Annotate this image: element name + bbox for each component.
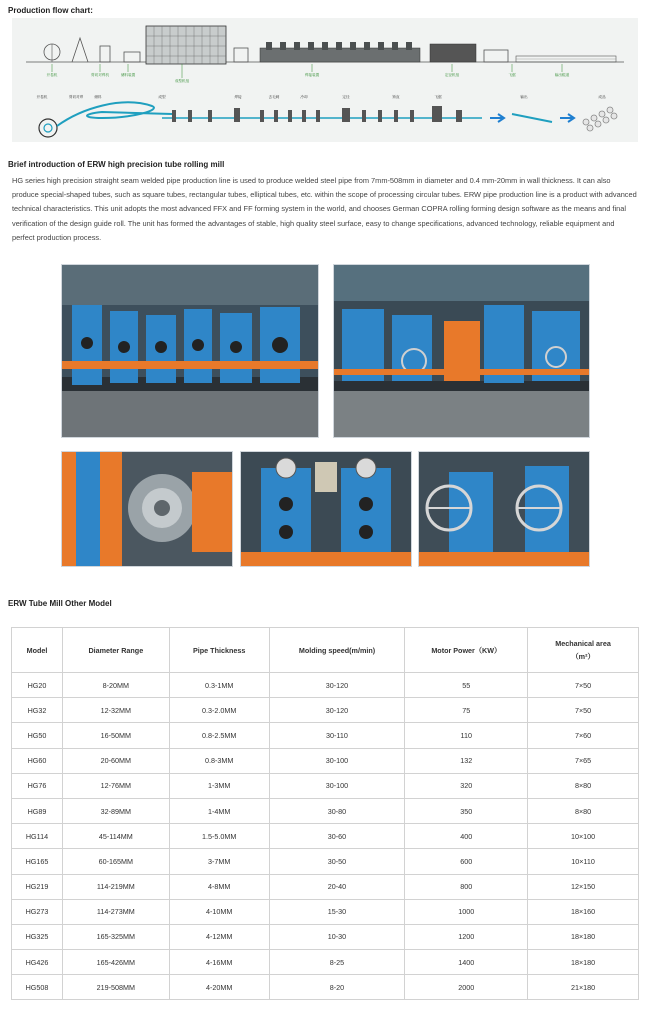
header-mechanical-area-label: Mechanical area <box>555 639 611 648</box>
cell-pipe-thickness: 4-16MM <box>169 950 269 975</box>
table-row <box>12 849 639 874</box>
cell-mechanical-area: 8×80 <box>528 798 639 823</box>
cell-mechanical-area: 18×180 <box>528 924 639 949</box>
header-pipe-thickness: Pipe Thickness <box>169 628 269 673</box>
cell-molding-speed: 30-100 <box>269 748 405 773</box>
header-mechanical-area <box>528 628 639 673</box>
cell-mechanical-area: 10×110 <box>528 849 639 874</box>
cell-model: HG89 <box>12 798 63 823</box>
cell-model: HG50 <box>12 723 63 748</box>
cell-molding-speed: 15-30 <box>269 899 405 924</box>
cell-model: HG165 <box>12 849 63 874</box>
cell-motor-power: 1000 <box>405 899 528 924</box>
table-row <box>12 950 639 975</box>
top-production-line <box>26 26 624 78</box>
cell-model: HG20 <box>12 673 63 698</box>
cell-diameter-range: 165-325MM <box>62 924 169 949</box>
table-row <box>12 899 639 924</box>
flow-bottom-label: 矫直 <box>392 95 400 99</box>
cell-motor-power: 350 <box>405 798 528 823</box>
cell-motor-power: 110 <box>405 723 528 748</box>
cell-model: HG508 <box>12 975 63 1000</box>
photo-stand-gauges <box>240 451 412 567</box>
cell-molding-speed: 8-25 <box>269 950 405 975</box>
cell-diameter-range: 114-273MM <box>62 899 169 924</box>
cell-molding-speed: 8-20 <box>269 975 405 1000</box>
flow-top-label: 定径机组 <box>444 73 460 77</box>
cell-motor-power: 1200 <box>405 924 528 949</box>
intro-title: Brief introduction of ERW high precision tube rolling mill <box>8 160 225 169</box>
cell-pipe-thickness: 4-20MM <box>169 975 269 1000</box>
cell-diameter-range: 165-426MM <box>62 950 169 975</box>
cell-motor-power: 600 <box>405 849 528 874</box>
cell-pipe-thickness: 0.3-2.0MM <box>169 698 269 723</box>
cell-diameter-range: 12-32MM <box>62 698 169 723</box>
cell-mechanical-area: 8×80 <box>528 773 639 798</box>
flow-top-label: 输出辊道 <box>554 73 570 77</box>
header-molding-speed: Molding speed(m/min) <box>269 628 405 673</box>
header-motor-power: Motor Power（KW） <box>405 628 528 673</box>
cell-pipe-thickness: 0.8-3MM <box>169 748 269 773</box>
cell-molding-speed: 30-80 <box>269 798 405 823</box>
flow-bottom-label: 开卷机 <box>36 95 48 99</box>
flow-bottom-label: 飞锯 <box>434 95 442 99</box>
flow-bottom-label: 成型 <box>158 95 166 99</box>
table-row <box>12 748 639 773</box>
cell-pipe-thickness: 1.5-5.0MM <box>169 824 269 849</box>
cell-motor-power: 800 <box>405 874 528 899</box>
cell-diameter-range: 20-60MM <box>62 748 169 773</box>
table-header-row <box>12 628 639 673</box>
cell-model: HG76 <box>12 773 63 798</box>
intro-paragraph: HG series high precision straight seam welded pipe production line is used to produce welded steel pipe from 7mm-508mm in diameter and 0.4 mm-20mm in wall thickness. It can also produce special-shaped tubes, such as square tubes, rectangular tubes, elliptical tubes, etc. within the scope of processing circular tubes. ERW pipe production line is a product with advanced technical characteristics. This unit adopts the most advanced FFX and FF forming system in the world, and chooses German COPRA rolling forming design software as the means and final verification of the design guide roll. The unit has formed the advantages of stable, high quality steel surface, easy to change specifications, advanced technology, reliable equipment and perfect production process. <box>12 176 637 242</box>
photo-roll-closeup <box>61 451 233 567</box>
cell-molding-speed: 30-110 <box>269 723 405 748</box>
cell-motor-power: 2000 <box>405 975 528 1000</box>
cell-mechanical-area: 21×180 <box>528 975 639 1000</box>
flow-bottom-label: 成品 <box>598 95 606 99</box>
header-diameter-range: Diameter Range <box>62 628 169 673</box>
cell-pipe-thickness: 1-4MM <box>169 798 269 823</box>
cell-mechanical-area: 7×65 <box>528 748 639 773</box>
flow-bottom-label: 储料 <box>94 95 102 99</box>
cell-pipe-thickness: 3-7MM <box>169 849 269 874</box>
cell-diameter-range: 32-89MM <box>62 798 169 823</box>
flow-bottom-label: 焊接 <box>234 95 242 99</box>
flow-top-label: 储料装置 <box>120 73 136 77</box>
mill-photo-welding-section <box>333 264 590 438</box>
flow-top-label: 焊接装置 <box>304 73 320 77</box>
cell-diameter-range: 16-50MM <box>62 723 169 748</box>
table-row <box>12 798 639 823</box>
cell-pipe-thickness: 0.8-2.5MM <box>169 723 269 748</box>
cell-diameter-range: 219-508MM <box>62 975 169 1000</box>
flow-bottom-label: 输出 <box>520 95 528 99</box>
flow-top-label: 剪切对焊机 <box>91 73 109 77</box>
cell-pipe-thickness: 4-8MM <box>169 874 269 899</box>
cell-motor-power: 320 <box>405 773 528 798</box>
production-flow-diagram <box>12 18 638 142</box>
bottom-production-line <box>39 102 617 137</box>
cell-model: HG32 <box>12 698 63 723</box>
cell-pipe-thickness: 4-12MM <box>169 924 269 949</box>
cell-mechanical-area: 18×160 <box>528 899 639 924</box>
cell-molding-speed: 20-40 <box>269 874 405 899</box>
flow-bottom-label: 剪切对焊 <box>68 95 84 99</box>
cell-diameter-range: 8-20MM <box>62 673 169 698</box>
cell-pipe-thickness: 0.3-1MM <box>169 673 269 698</box>
table-row <box>12 975 639 1000</box>
cell-mechanical-area: 10×100 <box>528 824 639 849</box>
table-row <box>12 698 639 723</box>
cell-mechanical-area: 12×150 <box>528 874 639 899</box>
models-table <box>11 627 639 1000</box>
cell-motor-power: 400 <box>405 824 528 849</box>
flow-bottom-label: 冷却 <box>300 95 308 99</box>
cell-model: HG60 <box>12 748 63 773</box>
cell-mechanical-area: 7×60 <box>528 723 639 748</box>
flow-top-label: 开卷机 <box>46 73 58 77</box>
table-row <box>12 874 639 899</box>
flow-bottom-label: 定径 <box>342 95 350 99</box>
cell-molding-speed: 10-30 <box>269 924 405 949</box>
cell-molding-speed: 30-120 <box>269 698 405 723</box>
cell-mechanical-area: 7×50 <box>528 673 639 698</box>
cell-pipe-thickness: 1-3MM <box>169 773 269 798</box>
cell-molding-speed: 30-100 <box>269 773 405 798</box>
cell-diameter-range: 114-219MM <box>62 874 169 899</box>
cell-model: HG219 <box>12 874 63 899</box>
cell-mechanical-area: 18×180 <box>528 950 639 975</box>
header-mechanical-area-unit: （m²） <box>571 652 595 661</box>
flow-chart-title: Production flow chart: <box>8 6 93 15</box>
cell-diameter-range: 12-76MM <box>62 773 169 798</box>
table-title: ERW Tube Mill Other Model <box>8 599 112 608</box>
flow-top-label: 飞锯 <box>508 73 516 77</box>
cell-motor-power: 1400 <box>405 950 528 975</box>
cell-model: HG273 <box>12 899 63 924</box>
cell-model: HG426 <box>12 950 63 975</box>
cell-diameter-range: 60-165MM <box>62 849 169 874</box>
cell-model: HG114 <box>12 824 63 849</box>
table-row <box>12 924 639 949</box>
header-model: Model <box>12 628 63 673</box>
cell-mechanical-area: 7×50 <box>528 698 639 723</box>
flow-top-label: 成型机组 <box>174 79 190 83</box>
cell-molding-speed: 30-50 <box>269 849 405 874</box>
table-row <box>12 723 639 748</box>
flow-bottom-label: 去毛刺 <box>268 95 280 99</box>
cell-model: HG325 <box>12 924 63 949</box>
cell-molding-speed: 30-120 <box>269 673 405 698</box>
cell-pipe-thickness: 4-10MM <box>169 899 269 924</box>
photo-handwheels <box>418 451 590 567</box>
cell-motor-power: 132 <box>405 748 528 773</box>
table-row <box>12 824 639 849</box>
mill-photo-forming-stands <box>61 264 319 438</box>
cell-diameter-range: 45-114MM <box>62 824 169 849</box>
cell-motor-power: 55 <box>405 673 528 698</box>
table-row <box>12 773 639 798</box>
cell-molding-speed: 30-60 <box>269 824 405 849</box>
cell-motor-power: 75 <box>405 698 528 723</box>
table-row <box>12 673 639 698</box>
